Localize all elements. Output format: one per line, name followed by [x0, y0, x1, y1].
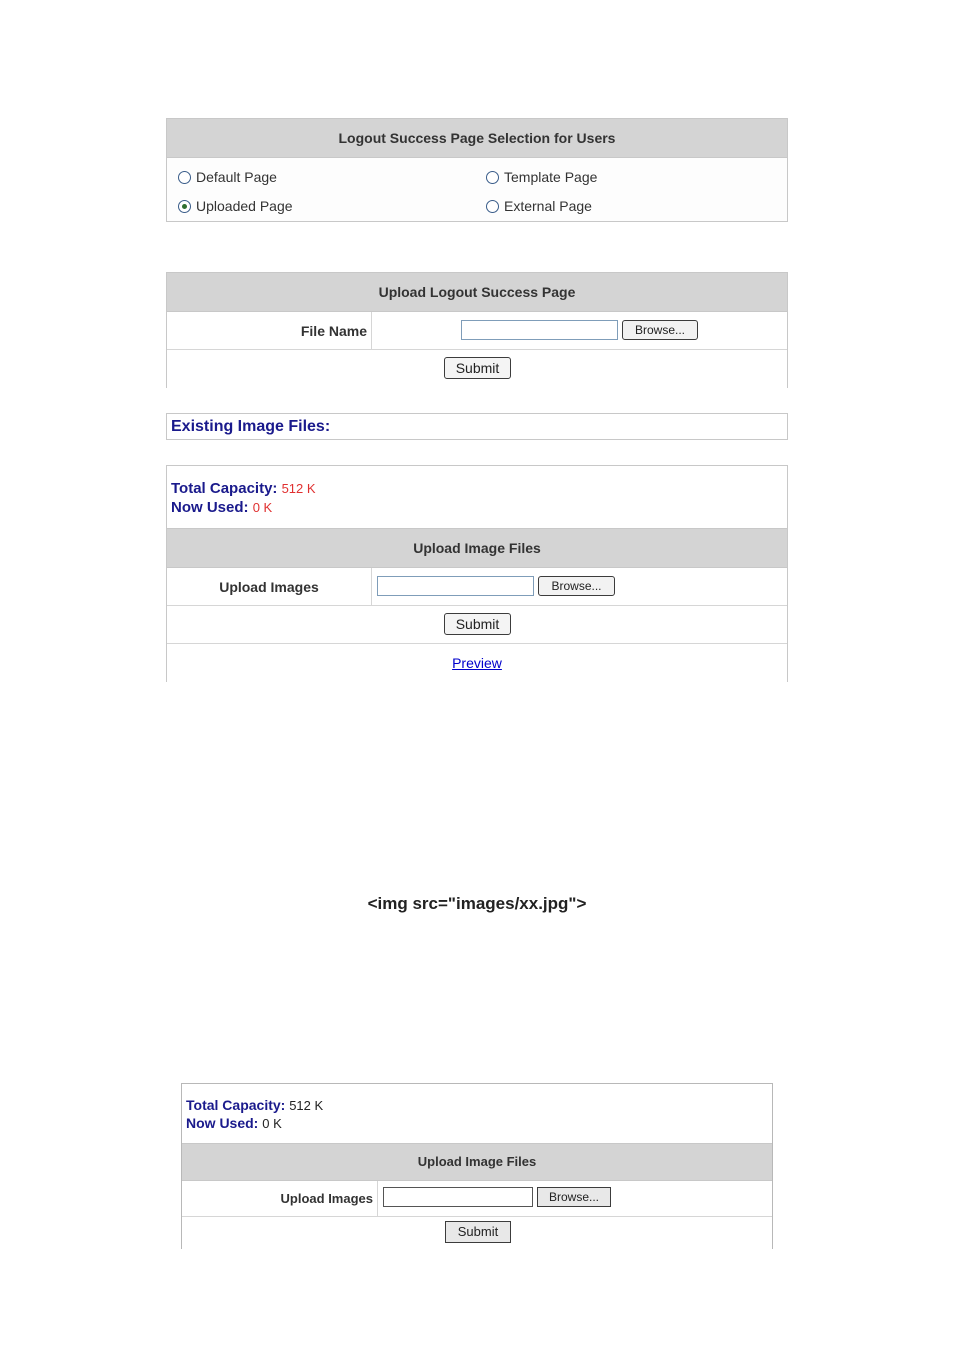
total-capacity [186, 1097, 323, 1113]
upload-images-panel-2 [181, 1083, 773, 1249]
logout-selection-panel [166, 118, 788, 222]
upload-images-panel [166, 465, 788, 682]
logout-selection-title: Logout Success Page Selection for Users [167, 119, 787, 158]
radio-label: External Page [504, 198, 592, 214]
upload-logout-title: Upload Logout Success Page [167, 273, 787, 312]
now-used [171, 499, 272, 516]
radio-default-page[interactable] [178, 169, 277, 185]
submit-row [182, 1217, 772, 1250]
capacity-block [182, 1084, 772, 1144]
radio-label: Uploaded Page [196, 198, 293, 214]
radio-external-page[interactable] [486, 198, 592, 214]
total-capacity-value: 512 K [281, 481, 316, 496]
submit-button[interactable]: Submit [444, 357, 511, 379]
radio-circle-icon[interactable] [178, 171, 191, 184]
radio-label: Template Page [504, 169, 598, 185]
existing-images-title: Existing Image Files: [171, 418, 331, 435]
now-used-label: Now Used: [186, 1115, 259, 1131]
radio-circle-icon[interactable] [486, 200, 499, 213]
browse-button[interactable]: Browse... [622, 320, 698, 340]
upload-images-input[interactable] [377, 576, 534, 596]
upload-images-title: Upload Image Files [167, 529, 787, 568]
browse-button[interactable]: Browse... [538, 576, 615, 596]
radio-selected-icon[interactable] [178, 200, 191, 213]
file-name-input[interactable] [461, 320, 618, 340]
preview-link[interactable]: Preview [452, 655, 502, 671]
submit-row [167, 606, 787, 644]
code-example: <img src="images/xx.jpg"> [367, 894, 587, 913]
upload-images-row [182, 1181, 772, 1217]
radio-uploaded-page[interactable] [178, 198, 293, 214]
file-name-row [167, 312, 787, 350]
preview-row [167, 644, 787, 683]
radio-circle-icon[interactable] [486, 171, 499, 184]
browse-button[interactable]: Browse... [537, 1187, 611, 1207]
submit-button[interactable]: Submit [444, 613, 511, 635]
capacity-block [167, 466, 787, 529]
upload-logout-panel [166, 272, 788, 388]
upload-images-label: Upload Images [182, 1181, 378, 1216]
upload-images-title: Upload Image Files [182, 1144, 772, 1181]
existing-images-panel [166, 413, 788, 440]
total-capacity-label: Total Capacity: [171, 480, 278, 497]
total-capacity-label: Total Capacity: [186, 1097, 286, 1113]
radio-template-page[interactable] [486, 169, 597, 185]
upload-images-row [167, 568, 787, 606]
upload-images-label: Upload Images [167, 568, 372, 605]
total-capacity-value: 512 K [289, 1098, 324, 1113]
now-used-value: 0 K [252, 500, 273, 515]
submit-row [167, 350, 787, 388]
total-capacity [171, 480, 316, 497]
file-name-label: File Name [167, 312, 372, 349]
submit-button[interactable]: Submit [445, 1221, 511, 1243]
now-used [186, 1115, 282, 1131]
now-used-value: 0 K [262, 1116, 282, 1131]
radio-label: Default Page [196, 169, 277, 185]
upload-images-input[interactable] [383, 1187, 533, 1207]
now-used-label: Now Used: [171, 499, 249, 516]
